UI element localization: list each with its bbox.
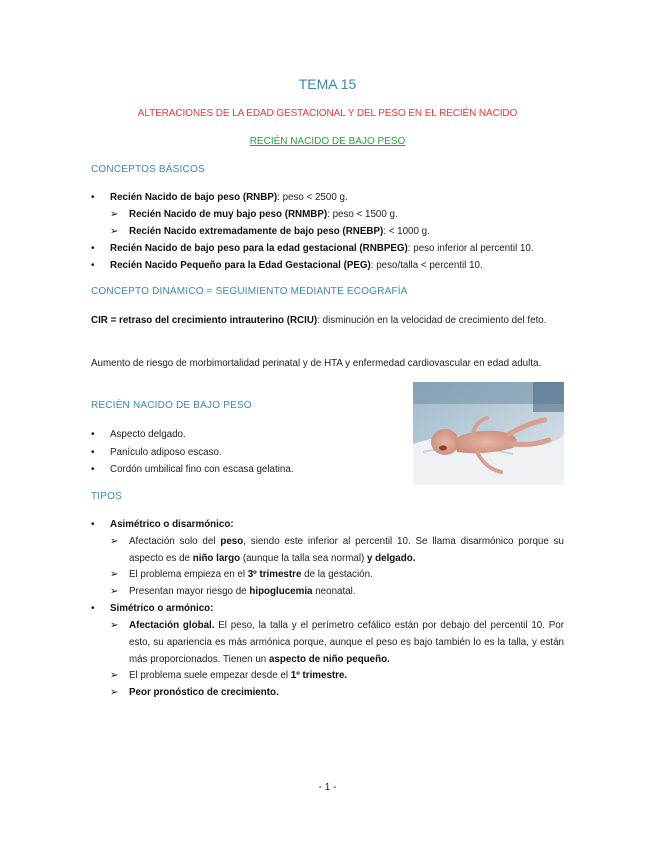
arrow-icon: ➢ bbox=[110, 536, 119, 547]
page-number: - 1 - bbox=[318, 782, 337, 793]
list-item: Cordón umbilical fino con escasa gelatina. bbox=[110, 464, 294, 475]
heading-conceptos: CONCEPTOS BÁSICOS bbox=[91, 164, 205, 175]
list-item: Aspecto delgado. bbox=[110, 429, 186, 440]
arrow-icon: ➢ bbox=[110, 670, 119, 681]
bullet-icon: • bbox=[91, 243, 95, 254]
paragraph-asimetrico-3: Presentan mayor riesgo de hipoglucemia neonatal. bbox=[129, 586, 356, 597]
arrow-icon: ➢ bbox=[110, 226, 119, 237]
list-item-asimetrico: Asimétrico o disarmónico: bbox=[110, 519, 234, 530]
paragraph-asimetrico-2: El problema empieza en el 3º trimestre de la gestación. bbox=[129, 569, 373, 580]
heading-bajo-peso: RECIÉN NACIDO DE BAJO PESO bbox=[91, 400, 252, 411]
paragraph-simetrico-3: Peor pronóstico de crecimiento. bbox=[129, 687, 279, 698]
list-item-rnbp: Recién Nacido de bajo peso (RNBP): peso < 2500 g. bbox=[110, 192, 348, 203]
arrow-icon: ➢ bbox=[110, 586, 119, 597]
bullet-icon: • bbox=[91, 464, 95, 475]
arrow-icon: ➢ bbox=[110, 209, 119, 220]
paragraph-simetrico-1: Afectación global. El peso, la talla y el perímetro cefálico están por debajo del percentil 10. Por esto, su apariencia es más armónica porque, aunque el peso es bajo también lo es la talla, y están más proporcionados. Tienen un aspecto de niño pequeño. bbox=[129, 620, 565, 665]
list-item-rnmbp: Recién Nacido de muy bajo peso (RNMBP): peso < 1500 g. bbox=[129, 209, 398, 220]
paragraph-asimetrico-1: Afectación solo del peso, siendo este inferior al percentil 10. Se llama disarmónico porque su aspecto es de niño largo (aunque la talla sea normal) y delgado. bbox=[129, 536, 564, 564]
bullet-icon: • bbox=[91, 519, 95, 530]
doc-subtitle: ALTERACIONES DE LA EDAD GESTACIONAL Y DEL PESO EN EL RECIÉN NACIDO bbox=[137, 108, 518, 119]
section-title-bajo-peso: RECIÉN NACIDO DE BAJO PESO bbox=[249, 136, 406, 147]
bullet-icon: • bbox=[91, 447, 95, 458]
list-item-peg: Recién Nacido Pequeño para la Edad Gestacional (PEG): peso/talla < percentil 10. bbox=[110, 260, 483, 271]
arrow-icon: ➢ bbox=[110, 620, 119, 631]
paragraph-riesgo: Aumento de riesgo de morbimortalidad perinatal y de HTA y enfermedad cardiovascular en edad adulta. bbox=[91, 358, 542, 369]
bullet-icon: • bbox=[91, 429, 95, 440]
list-item: Panículo adiposo escaso. bbox=[110, 447, 222, 458]
bullet-icon: • bbox=[91, 260, 95, 271]
paragraph-simetrico-2: El problema suele empezar desde el 1º trimestre. bbox=[129, 670, 348, 681]
doc-title: TEMA 15 bbox=[298, 76, 357, 92]
paragraph-cir: CIR = retraso del crecimiento intrauterino (RCIU): disminución en la velocidad de crecimiento del feto. bbox=[91, 315, 547, 326]
arrow-icon: ➢ bbox=[110, 687, 119, 698]
bullet-icon: • bbox=[91, 603, 95, 614]
bullet-icon: • bbox=[91, 192, 95, 203]
list-item-rnbpeg: Recién Nacido de bajo peso para la edad gestacional (RNBPEG): peso inferior al percentil 10. bbox=[110, 243, 534, 254]
list-item-simetrico: Simétrico o armónico: bbox=[110, 603, 214, 614]
arrow-icon: ➢ bbox=[110, 569, 119, 580]
heading-concepto-dinamico: CONCEPTO DINÁMICO = SEGUIMIENTO MEDIANTE ECOGRAFÍA bbox=[91, 286, 408, 297]
list-item-rnebp: Recién Nacido extremadamente de bajo peso (RNEBP): < 1000 g. bbox=[129, 226, 430, 237]
heading-tipos: TIPOS bbox=[91, 491, 123, 502]
newborn-photo bbox=[413, 382, 564, 485]
